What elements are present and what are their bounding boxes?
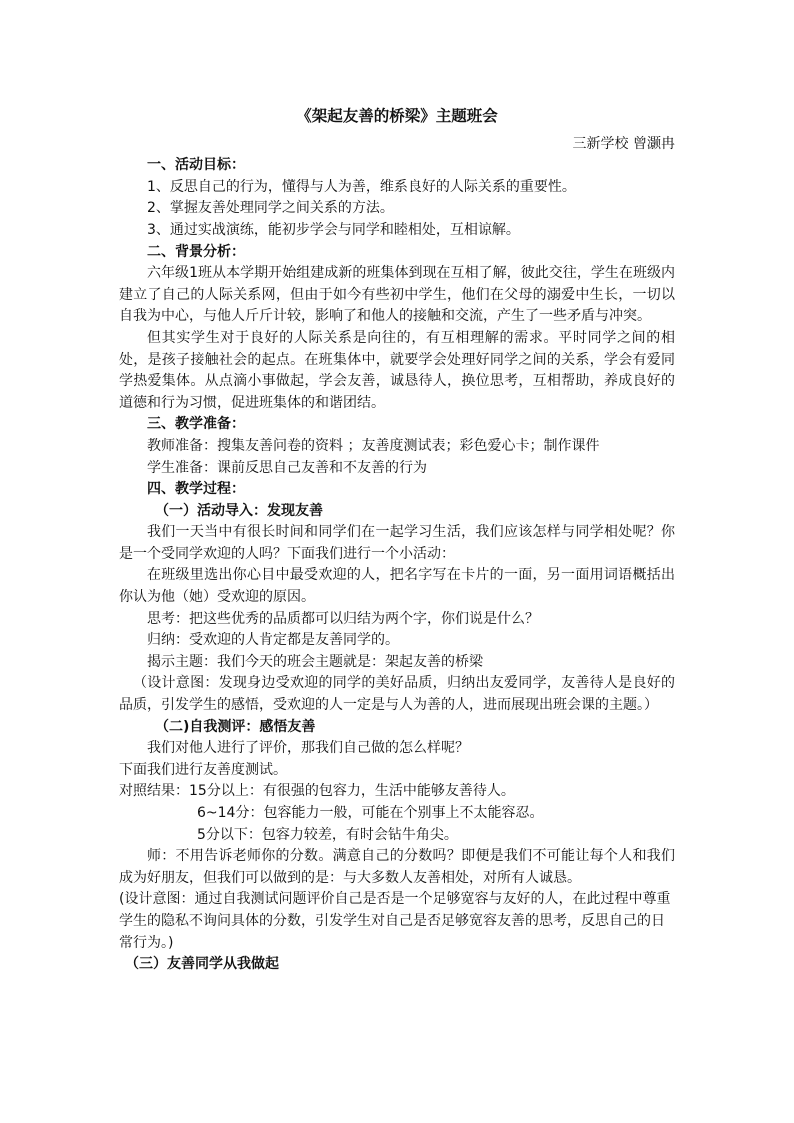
process-paragraph: 归纳：受欢迎的人肯定都是友善同学的。 [147,632,399,649]
test-result-line: 6~14分：包容能力一般，可能在个别事上不太能容忍。 [197,805,544,821]
teacher-preparation: 教师准备：搜集友善问卷的资料 ；友善度测试表；彩色爱心卡；制作课件 [147,437,600,454]
section-heading-background: 二、背景分析： [147,243,245,260]
goal-item: 3、通过实战演练，能初步学会与同学和睦相处，互相谅解。 [147,221,520,238]
section-heading-preparation: 三、教学准备： [147,416,245,433]
process-paragraph: 我们一天当中有很长时间和同学们在一起学习生活，我们应该怎样与同学相处呢？你是一个受同学欢迎的人吗？下面我们进行一个小活动： [119,524,675,562]
goal-item: 2、掌握友善处理同学之间关系的方法。 [147,200,394,217]
process-paragraph: 在班级里选出你心目中最受欢迎的人，把名字写在卡片的一面，另一面用词语概括出你认为他（她）受欢迎的原因。 [119,567,675,606]
design-intent-note: (设计意图：通过自我测试问题评价自己是否是一个足够宽容与友好的人，在此过程中尊重学生的隐私不询问具体的分数，引发学生对自己是否足够宽容友善的思考，反思自己的日常行为。) [119,891,671,951]
process-paragraph: 师：不用告诉老师你的分数。满意自己的分数吗？即便是我们不可能让每个人和我们成为好朋友，但我们可以做到的是：与大多数人友善相处，对所有人诚恳。 [119,848,675,886]
student-preparation: 学生准备：课前反思自己友善和不友善的行为 [147,459,427,476]
test-result-line: 对照结果：15分以上：有很强的包容力，生活中能够友善待人。 [119,783,515,800]
background-paragraph: 六年级1班从本学期开始组建成新的班集体到现在互相了解，彼此交往，学生在班级内建立了自己的人际关系网，但由于如今有些初中学生，他们在父母的溺爱中生长，一切以自我为中心，与他人斤斤计较，影响了和他人的接触和交流，产生了一些矛盾与冲突。 [119,265,675,325]
document-body [119,106,675,976]
subsection-heading-self-test: （二)自我测评：感悟友善 [155,718,316,735]
subsection-heading-action: （三）友善同学从我做起 [125,956,279,973]
design-intent-note: （设计意图：发现身边受欢迎的同学的美好品质，归纳出友爱同学，友善待人是良好的品质，引发学生的感悟，受欢迎的人一定是与人为善的人，进而展现出班会课的主题。） [119,675,675,714]
document-title: 《架起友善的桥梁》主题班会 [296,107,498,125]
process-paragraph: 下面我们进行友善度测试。 [119,761,287,778]
process-paragraph: 揭示主题：我们今天的班会主题就是：架起友善的桥梁 [147,653,483,670]
section-heading-process: 四、教学过程： [147,481,245,498]
document-author: 三新学校 曾灏冉 [572,135,675,152]
test-result-line: 5分以下：包容力较差，有时会钻牛角尖。 [197,826,458,843]
process-paragraph: 我们对他人进行了评价，那我们自己做的怎么样呢？ [147,740,469,757]
background-paragraph: 但其实学生对于良好的人际关系是向往的，有互相理解的需求。平时同学之间的相处，是孩子接触社会的起点。在班集体中，就要学会处理好同学之间的关系，学会有爱同学热爱集体。从点滴小事做起，学会友善，诚恳待人，换位思考，互相帮助，养成良好的道德和行为习惯，促进班集体的和谐团结。 [119,329,675,411]
process-paragraph: 思考：把这些优秀的品质都可以归结为两个字，你们说是什么？ [147,610,539,627]
subsection-heading-discover: （一）活动导入：发现友善 [155,502,323,519]
section-heading-goals: 一、活动目标： [147,157,245,174]
goal-item: 1、反思自己的行为，懂得与人为善，维系良好的人际关系的重要性。 [147,178,576,195]
